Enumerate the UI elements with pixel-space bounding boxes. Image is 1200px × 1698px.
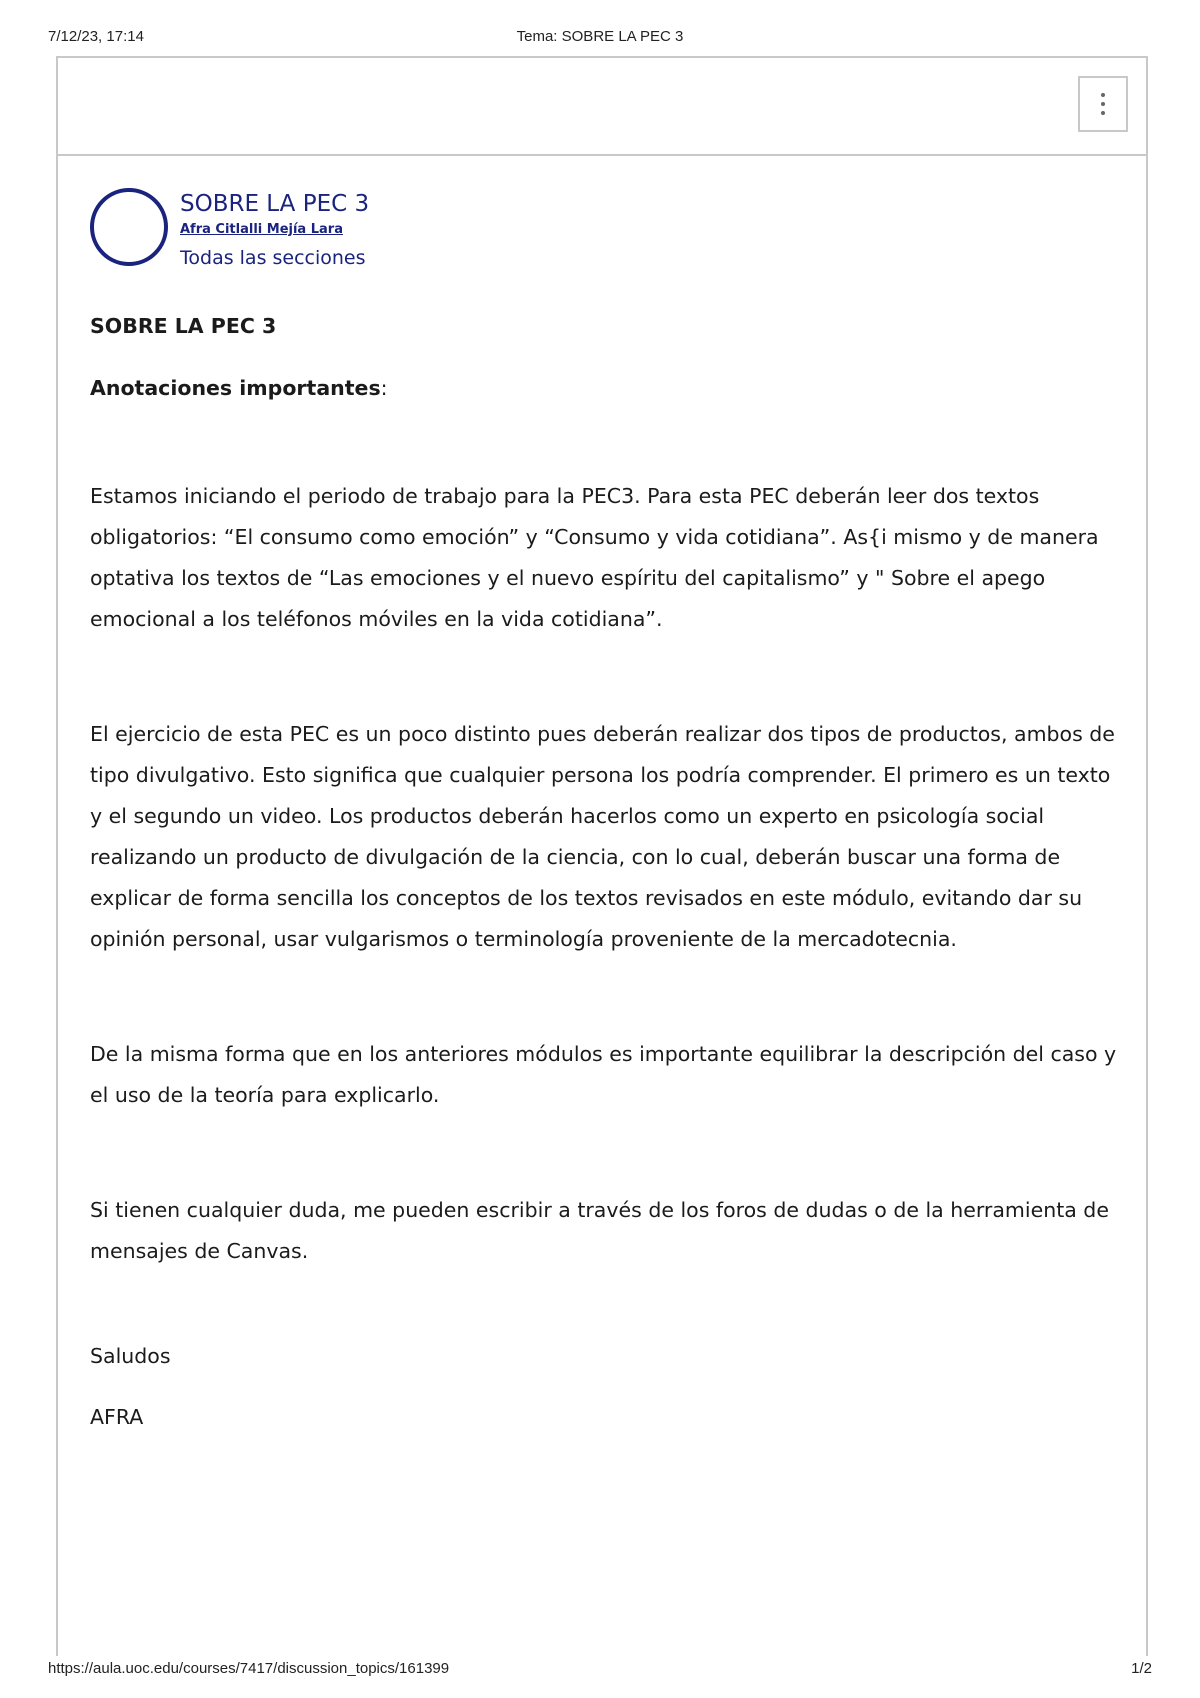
print-footer-page: 1/2 bbox=[1131, 1660, 1152, 1677]
print-header-datetime: 7/12/23, 17:14 bbox=[48, 28, 144, 45]
paragraph: Si tienen cualquier duda, me pueden escribir a través de los foros de dudas o de la herramienta de mensajes de Canvas. bbox=[90, 1198, 1109, 1263]
discussion-content bbox=[58, 156, 1146, 1438]
signature-text: AFRA bbox=[90, 1405, 144, 1429]
post-heading: SOBRE LA PEC 3 bbox=[90, 314, 277, 338]
post-subheading bbox=[90, 374, 1120, 402]
print-header-title: Tema: SOBRE LA PEC 3 bbox=[516, 28, 684, 45]
sections-label: Todas las secciones bbox=[180, 247, 366, 269]
closing-text: Saludos bbox=[90, 1344, 171, 1368]
author-meta bbox=[180, 182, 369, 272]
options-menu-button[interactable] bbox=[1078, 76, 1128, 132]
print-footer-url: https://aula.uoc.edu/courses/7417/discussion_topics/161399 bbox=[48, 1660, 450, 1677]
paragraph: De la misma forma que en los anteriores módulos es importante equilibrar la descripción del caso y el uso de la teoría para explicarlo. bbox=[90, 1042, 1117, 1107]
author-name-link[interactable]: Afra Citlalli Mejía Lara bbox=[180, 222, 343, 237]
topic-title: SOBRE LA PEC 3 bbox=[180, 191, 370, 217]
post-subheading-text: Anotaciones importantes bbox=[90, 376, 381, 400]
post-subheading-colon: : bbox=[380, 376, 388, 400]
paragraph: Estamos iniciando el periodo de trabajo para la PEC3. Para esta PEC deberán leer dos textos obligatorios: “El consumo como emoción” y “Consumo y vida cotidiana”. As{i mismo y de manera optativa los textos de “Las emociones y el nuevo espíritu del capitalismo” y " Sobre el apego emocional a los teléfonos móviles en la vida cotidiana”. bbox=[90, 484, 1099, 631]
avatar[interactable] bbox=[90, 188, 168, 266]
discussion-toolbar bbox=[58, 58, 1146, 156]
kebab-vertical-icon bbox=[1101, 93, 1105, 115]
discussion-panel bbox=[56, 56, 1148, 1656]
paragraph: El ejercicio de esta PEC es un poco distinto pues deberán realizar dos tipos de productos, ambos de tipo divulgativo. Esto significa que cualquier persona los podría comprender. El primero es un texto y el segundo un video. Los productos deberán hacerlos como un experto en psicología social realizando un producto de divulgación de la ciencia, con lo cual, deberán buscar una forma de explicar de forma sencilla los conceptos de los textos revisados en este módulo, evitando dar su opinión personal, usar vulgarismos o terminología proveniente de la mercadotecnia. bbox=[90, 722, 1115, 951]
post-body bbox=[90, 312, 1120, 1438]
author-block bbox=[90, 182, 1114, 272]
